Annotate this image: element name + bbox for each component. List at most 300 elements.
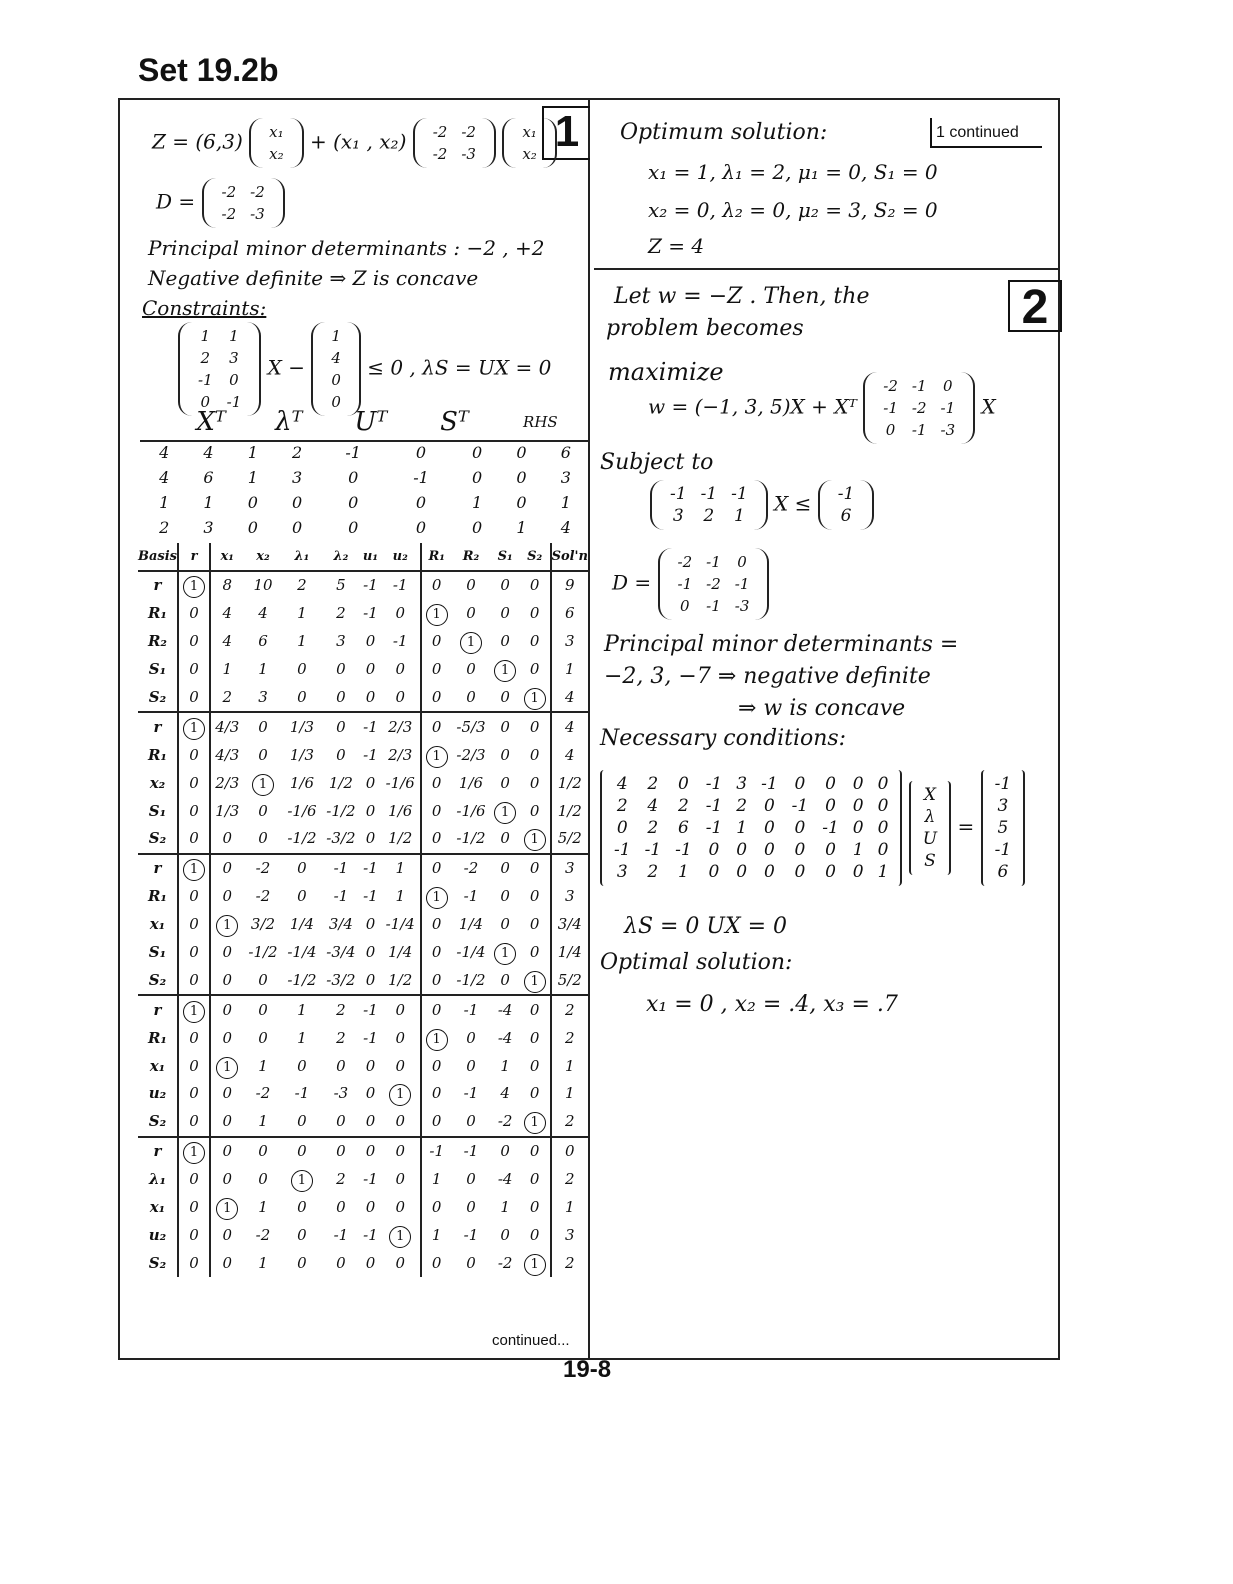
tableau-cell: 4	[258, 604, 268, 623]
tableau-cell: 0	[321, 712, 360, 741]
w-q-matrix-cell: -1	[883, 399, 898, 417]
var-vector-row	[917, 829, 943, 849]
tableau-basis-cell: λ₁	[138, 1166, 178, 1194]
tableau-cell: 0	[431, 801, 442, 820]
tableau-cell: 1/2	[381, 966, 421, 995]
big-matrix-cell: 2	[736, 796, 748, 816]
a-matrix-cell: 1	[200, 327, 211, 345]
tableau-cell: -1	[363, 604, 378, 623]
tableau-row	[138, 883, 588, 911]
tableau-cell: 0	[178, 1080, 210, 1108]
tableau-cell	[452, 628, 491, 656]
pivot-circle: 1	[183, 1142, 205, 1164]
tableau-cell: 0	[421, 995, 452, 1024]
big-matrix-cell: 0	[825, 774, 836, 794]
problem-2-badge: 2	[1008, 280, 1062, 332]
big-matrix-cell: 0	[708, 862, 720, 882]
pre-tableau-cell: 1	[159, 493, 170, 512]
rhs-vector-table	[987, 772, 1020, 884]
necessary-system	[600, 770, 1025, 886]
w-q-matrix-row	[877, 376, 961, 396]
pre-tableau-cell: 0	[415, 493, 427, 512]
tableau-cell: 0	[297, 1198, 307, 1217]
tableau-row	[138, 600, 588, 628]
tableau-cell: 0	[500, 829, 510, 848]
tableau-cell: -2	[452, 854, 491, 883]
x-vector-row	[263, 144, 289, 164]
tableau-header-cell: S₂	[520, 543, 551, 571]
complementary-line: λS = 0 UX = 0	[624, 914, 788, 939]
tableau-row	[138, 656, 588, 684]
tableau-cell	[520, 825, 551, 854]
big-matrix-cell: 6	[677, 818, 689, 838]
pivot-circle: 1	[291, 1170, 313, 1192]
w-d-matrix-cell: -3	[734, 597, 750, 615]
pivot-circle: 1	[389, 1084, 411, 1106]
tableau-cell: 1	[282, 995, 321, 1024]
pivot-circle: 1	[524, 1254, 546, 1276]
d-matrix-row	[216, 204, 271, 224]
w-d-matrix-row	[672, 596, 756, 616]
tableau-cell: 0	[500, 887, 510, 906]
big-matrix-cell: 0	[825, 840, 836, 860]
tableau-cell: 4/3	[215, 745, 240, 764]
tableau-cell: 1/2	[381, 825, 421, 854]
tableau-cell: 0	[431, 1084, 442, 1103]
pre-tableau-row	[142, 490, 588, 515]
w-d-matrix-cell: -2	[706, 575, 721, 593]
tableau-cell: 0	[210, 854, 244, 883]
tableau-cell: 0	[490, 1137, 519, 1166]
tableau-cell: 0	[431, 1056, 442, 1075]
tableau-cell: 2	[336, 1170, 346, 1189]
pre-tableau-cell: 0	[348, 493, 359, 512]
pre-tableau-cell: 0	[292, 518, 303, 537]
tableau-cell: -1	[452, 995, 491, 1024]
w-a-matrix-cell: -1	[700, 484, 718, 504]
tableau-cell: 2/3	[381, 741, 421, 769]
tableau-basis-cell: x₁	[138, 1194, 178, 1222]
rhs-vector-cell: -1	[994, 774, 1012, 794]
tableau-cell: 0	[520, 854, 551, 883]
pre-tableau-cell: 0	[516, 443, 527, 462]
tableau-cell: 0	[336, 660, 346, 679]
a-matrix-cell: 3	[229, 349, 239, 367]
pre-tableau	[142, 440, 588, 540]
var-vector-table	[915, 783, 945, 873]
big-matrix-table	[606, 772, 896, 884]
pivot-circle: 1	[426, 604, 448, 626]
pivot-circle: 1	[183, 1001, 205, 1023]
tableau-cell: -1	[333, 1225, 349, 1244]
tableau-cell: 0	[520, 1166, 551, 1194]
optimum-row-3: Z = 4	[648, 234, 705, 258]
x-vector-2-row	[516, 144, 542, 164]
rhs-vector	[981, 770, 1026, 886]
w-q-matrix-table	[875, 374, 963, 442]
q-matrix-row	[427, 122, 482, 142]
q-matrix-cell: -2	[432, 123, 448, 141]
x-minus: X −	[267, 355, 305, 380]
tableau-cell: -1/2	[456, 970, 486, 989]
x-vector-cell: x₁	[269, 123, 284, 141]
tableau-cell	[210, 1052, 244, 1080]
b-vector-row	[325, 326, 347, 346]
tableau-basis-cell: R₁	[138, 600, 178, 628]
tableau-cell: 0	[178, 1194, 210, 1222]
var-vector-cell: S	[924, 851, 936, 871]
tableau-row	[138, 1249, 588, 1277]
tableau-basis-cell: S₁	[138, 797, 178, 825]
pre-tableau-cell: 1	[247, 443, 258, 462]
tableau-cell: 0	[500, 970, 510, 989]
tableau-cell: 1	[297, 604, 307, 623]
constraint-line	[178, 322, 551, 416]
w-a-matrix-row	[664, 506, 754, 526]
tableau-cell: 0	[500, 632, 510, 651]
tableau-cell: 2/3	[215, 773, 240, 792]
tableau-cell: 1/3	[282, 712, 321, 741]
tableau-cell: 1	[565, 660, 575, 679]
w-b-vector-row	[832, 484, 861, 504]
a-matrix-row	[192, 348, 247, 368]
tableau-cell: 0	[431, 1112, 442, 1131]
tableau-cell: 0	[297, 688, 307, 706]
tableau-cell: -2	[255, 1225, 271, 1244]
tableau-cell: 0	[520, 1221, 551, 1249]
objective-w-suffix: X	[981, 394, 996, 419]
pivot-circle: 1	[460, 632, 482, 654]
a-matrix-cell: 0	[200, 393, 211, 411]
tableau-cell: 2/3	[381, 712, 421, 741]
tableau-cell: 0	[365, 632, 376, 651]
q-matrix-cell: -3	[461, 145, 476, 163]
tableau-cell: 0	[500, 604, 510, 623]
pre-tableau-header-cell: Xᵀ	[196, 407, 226, 437]
tableau-cell: 0	[222, 970, 233, 989]
tableau-basis-cell: S₂	[138, 1249, 178, 1277]
tableau-cell: 0	[336, 745, 346, 764]
tableau-cell: 1	[500, 1056, 510, 1075]
x-vector	[249, 118, 303, 168]
pre-tableau-cell: 3	[203, 518, 214, 537]
tableau-cell: 0	[431, 660, 442, 679]
big-matrix-cell: 3	[736, 774, 748, 794]
tableau-cell: -1	[360, 854, 380, 883]
rhs-vector-row	[989, 862, 1018, 882]
tableau-cell: -2	[255, 887, 271, 906]
tableau-cell: 0	[381, 1166, 421, 1194]
w-d-matrix-cell: 0	[737, 553, 747, 571]
optimum-heading: Optimum solution:	[620, 120, 828, 145]
negdef-line: Negative definite ⇒ Z is concave	[148, 266, 479, 290]
tableau-row	[138, 684, 588, 713]
tableau-cell: 2	[565, 1028, 575, 1047]
w-d-matrix-cell: -1	[706, 597, 721, 615]
tableau-cell: 0	[222, 1084, 233, 1103]
pre-tableau-cell: 1	[560, 493, 571, 512]
w-concave: ⇒ w is concave	[738, 696, 906, 721]
tableau-cell: 0	[365, 1056, 376, 1075]
pivot-circle: 1	[426, 746, 448, 768]
tableau-row	[138, 628, 588, 656]
tableau-row	[138, 797, 588, 825]
tableau-cell: 4	[565, 745, 575, 764]
tableau-cell: 0	[520, 600, 551, 628]
tableau-cell: 0	[431, 943, 442, 962]
tableau-cell: -1	[363, 887, 378, 906]
w-q-matrix-row	[877, 420, 961, 440]
equals-sign: =	[957, 814, 975, 839]
tableau-basis-cell: u₂	[138, 1221, 178, 1249]
tableau-cell: 0	[222, 943, 233, 962]
tableau-cell: -4	[497, 1170, 513, 1189]
tableau-cell: 4	[222, 632, 233, 651]
pivot-circle: 1	[183, 859, 205, 881]
tableau-cell: 0	[178, 1052, 210, 1080]
big-matrix-cell: 0	[877, 796, 889, 816]
tableau-cell: 5/2	[557, 829, 582, 848]
tableau-cell: -1	[363, 576, 378, 595]
tableau-cell: 0	[500, 576, 510, 595]
tableau-cell: 0	[178, 966, 210, 995]
tableau-basis-cell: x₁	[138, 911, 178, 939]
tableau-cell: 0	[466, 1112, 476, 1131]
tableau-cell: 5	[336, 576, 346, 595]
tableau-cell: 3/4	[557, 915, 582, 934]
tableau-cell: 0	[210, 995, 244, 1024]
tableau-cell: 1	[258, 1056, 268, 1075]
tableau-row	[138, 1194, 588, 1222]
tableau-cell: 1	[500, 1198, 510, 1217]
big-matrix-cell: -1	[822, 818, 839, 838]
tableau-cell: 0	[466, 1028, 476, 1047]
x-vector-2-row	[516, 122, 542, 142]
tableau-cell: 0	[178, 1166, 210, 1194]
pre-tableau-header-cell: Uᵀ	[354, 407, 388, 437]
tableau-cell: 0	[381, 656, 421, 684]
tableau-header-row	[138, 543, 588, 571]
big-matrix-cell: 1	[736, 818, 748, 838]
tableau-cell: 0	[297, 1112, 307, 1131]
pre-tableau-header-cell: RHS	[523, 413, 558, 431]
tableau-basis-cell: S₂	[138, 1108, 178, 1137]
pre-tableau-cell: 0	[415, 518, 427, 537]
tableau-cell: 0	[520, 1194, 551, 1222]
x-vector-table	[261, 120, 291, 166]
tableau-cell: 0	[336, 688, 346, 706]
tableau-cell: 0	[178, 1249, 210, 1277]
tableau-cell	[210, 911, 244, 939]
pre-tableau-cell: 1	[247, 468, 258, 487]
tableau-cell: 0	[431, 829, 442, 848]
tableau-cell: 0	[365, 773, 376, 792]
big-matrix-cell: 0	[794, 840, 806, 860]
tableau-cell: 0	[520, 797, 551, 825]
tableau-cell: 0	[178, 656, 210, 684]
tableau-cell: 0	[258, 829, 268, 848]
d-matrix	[202, 178, 285, 228]
tableau-cell: 1/2	[328, 773, 353, 792]
tableau-cell	[381, 1080, 421, 1108]
big-matrix-cell: 0	[763, 840, 775, 860]
big-matrix-cell: 0	[763, 862, 775, 882]
tableau-cell: 2	[565, 1112, 575, 1131]
w-d-matrix-table	[670, 550, 758, 618]
tableau-cell: 1	[258, 1112, 268, 1131]
tableau-cell: 1	[565, 1084, 575, 1103]
w-a-matrix-cell: -1	[670, 484, 687, 504]
pre-tableau-cell: 6	[203, 468, 214, 487]
tableau-cell: 0	[258, 1028, 268, 1047]
d-matrix-cell: -2	[221, 183, 237, 201]
tableau-basis-cell: R₁	[138, 1024, 178, 1052]
big-matrix-cell: -1	[761, 774, 778, 794]
big-matrix-row	[608, 862, 894, 882]
tableau-cell: 0	[365, 1112, 376, 1131]
tableau-cell: 6	[258, 632, 268, 651]
tableau-cell: -1	[363, 1225, 378, 1244]
tableau-cell: 1/2	[557, 801, 582, 820]
tableau-header-cell: u₂	[381, 543, 421, 571]
var-vector-cell: X	[923, 785, 936, 805]
pivot-circle: 1	[252, 774, 274, 796]
tableau-cell: 1	[258, 660, 268, 679]
tableau-cell: 0	[431, 632, 442, 651]
tableau-cell	[178, 571, 210, 600]
w-q-matrix	[863, 372, 975, 444]
w-q-matrix-cell: -2	[883, 377, 898, 395]
tableau-cell: -1	[294, 1084, 310, 1103]
constraints-label: Constraints:	[142, 296, 267, 320]
d-matrix-row	[216, 182, 271, 202]
tableau-cell: 1	[258, 1253, 268, 1272]
tableau-cell: 0	[365, 1084, 376, 1103]
big-matrix-row	[608, 774, 894, 794]
tableau-cell: 0	[360, 1137, 380, 1166]
pre-tableau-cell: 4	[159, 443, 170, 462]
tableau-cell: 0	[365, 688, 376, 706]
tableau-cell: 0	[336, 1198, 346, 1217]
big-matrix-cell: 0	[736, 840, 748, 860]
big-matrix-row	[608, 818, 894, 838]
tableau-basis-cell: u₂	[138, 1080, 178, 1108]
tableau-cell: -1	[381, 628, 421, 656]
b-vector-cell: 4	[331, 349, 341, 367]
tableau-cell: 4/3	[210, 712, 244, 741]
tableau-basis-cell: r	[138, 1137, 178, 1166]
tableau-cell: -1	[463, 887, 479, 906]
w-d-matrix-cell: -2	[677, 553, 693, 571]
tableau-cell: 0	[178, 911, 210, 939]
tableau-cell: -1	[360, 995, 380, 1024]
tableau-cell: 0	[178, 1221, 210, 1249]
tableau-basis-cell: S₁	[138, 939, 178, 967]
tableau-basis-cell: R₁	[138, 741, 178, 769]
tableau-basis-cell: S₂	[138, 684, 178, 713]
tableau-header-cell: x₁	[210, 543, 244, 571]
tableau-header-cell: x₂	[244, 543, 283, 571]
tableau-cell: 0	[381, 995, 421, 1024]
a-matrix-row	[192, 370, 247, 390]
pivot-circle: 1	[216, 915, 238, 937]
tableau-cell: -2	[497, 1112, 513, 1131]
w-q-matrix-cell: -1	[911, 421, 927, 439]
tableau-cell: 0	[500, 773, 510, 792]
pivot-circle: 1	[216, 1198, 238, 1220]
q-matrix-table	[425, 120, 484, 166]
tableau-cell	[381, 1221, 421, 1249]
tableau-row	[138, 1166, 588, 1194]
tableau-cell: 0	[178, 939, 210, 967]
tableau-cell: 3	[258, 688, 268, 706]
tableau-basis-cell: S₂	[138, 825, 178, 854]
d-matrix-table	[214, 180, 273, 226]
pre-tableau-row	[142, 440, 588, 465]
tableau-cell: 0	[431, 915, 442, 934]
tableau-cell: 0	[466, 604, 476, 623]
tableau-cell	[421, 600, 452, 628]
continued-note: continued...	[492, 1332, 570, 1349]
tableau-cell: -4	[490, 995, 519, 1024]
pivot-circle: 1	[494, 660, 516, 682]
tableau-cell: 0	[421, 854, 452, 883]
tableau-cell: 0	[520, 995, 551, 1024]
pre-tableau-cell: 1	[203, 493, 214, 512]
tableau-cell: 0	[336, 1112, 346, 1131]
a-matrix-row	[192, 326, 247, 346]
tableau-cell: -2	[244, 854, 283, 883]
tableau-cell: 1/3	[215, 801, 240, 820]
x-vector-table-2	[514, 120, 544, 166]
tableau-cell	[282, 1166, 321, 1194]
tableau-cell: 1/6	[381, 797, 421, 825]
a-matrix-cell: -1	[198, 371, 213, 389]
tableau-basis-cell: r	[138, 712, 178, 741]
tableau-cell: 0	[258, 745, 268, 764]
b-vector-row	[325, 348, 347, 368]
pre-tableau-cell: 4	[203, 443, 214, 462]
tableau-cell: -2	[255, 1084, 271, 1103]
w-b-vector-cell: -1	[837, 484, 855, 504]
tableau-row	[138, 995, 588, 1024]
tableau-cell: 4	[565, 688, 575, 706]
constraint-tail: ≤ 0 , λS = UX = 0	[367, 355, 552, 380]
rhs-vector-cell: 3	[997, 796, 1009, 816]
tableau-cell: 0	[431, 1253, 442, 1272]
pre-tableau-cell: 0	[472, 443, 483, 462]
tableau-cell: -1/4	[381, 911, 421, 939]
w-q-matrix-cell: -2	[911, 399, 927, 417]
big-matrix-cell: 0	[852, 774, 864, 794]
pre-tableau-cell: 0	[472, 468, 483, 487]
tableau-cell: 0	[178, 741, 210, 769]
tableau-cell: 2	[565, 1170, 575, 1189]
tableau-basis-cell: r	[138, 854, 178, 883]
tableau-header-cell: u₁	[360, 543, 380, 571]
tableau-cell: 0	[520, 571, 551, 600]
pre-tableau-row	[142, 465, 588, 490]
tableau-cell: 0	[222, 1225, 233, 1244]
w-q-matrix-cell: -1	[940, 399, 956, 417]
tableau-cell: -1	[463, 1225, 479, 1244]
w-b-vector-cell: 6	[840, 506, 852, 526]
var-vector-row	[917, 785, 943, 805]
tableau-cell: 0	[551, 1137, 588, 1166]
pivot-circle: 1	[183, 718, 205, 740]
tableau-cell: 0	[178, 825, 210, 854]
tableau-cell: -5/3	[452, 712, 491, 741]
